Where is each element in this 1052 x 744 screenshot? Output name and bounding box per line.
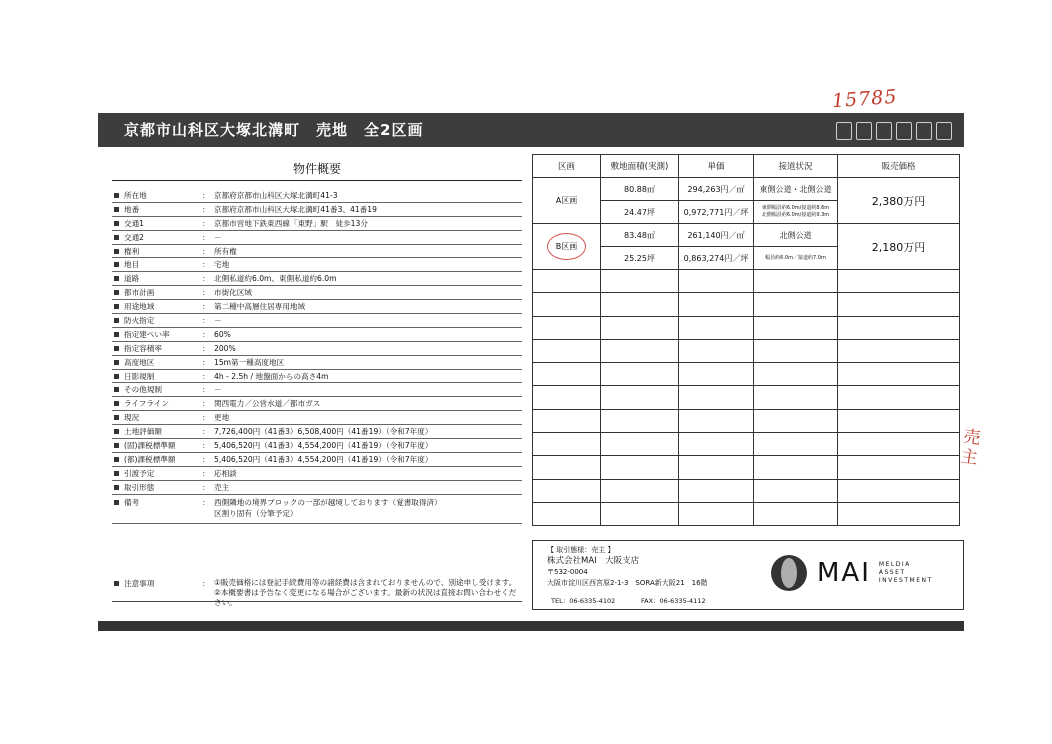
table-cell bbox=[601, 409, 679, 432]
table-cell bbox=[533, 502, 601, 525]
bullet-icon bbox=[114, 262, 119, 267]
table-row bbox=[533, 224, 960, 247]
row-value: 京都市営地下鉄東西線「東野」駅 徒歩13分 bbox=[214, 218, 368, 228]
row-label: (都)課税標準額 bbox=[124, 454, 176, 464]
lot-area: 24.47坪 bbox=[601, 201, 679, 224]
row-value: 応相談 bbox=[214, 468, 237, 478]
table-cell bbox=[679, 293, 754, 316]
agent-box bbox=[532, 540, 964, 610]
title-banner bbox=[98, 113, 964, 147]
bullet-icon bbox=[114, 235, 119, 240]
bullet-icon bbox=[114, 304, 119, 309]
table-cell bbox=[601, 339, 679, 362]
table-cell bbox=[754, 339, 838, 362]
table-cell bbox=[679, 316, 754, 339]
row-label: 用途地域 bbox=[124, 302, 155, 312]
lot-name-text: B区画 bbox=[555, 242, 578, 251]
bottom-bar bbox=[98, 621, 964, 631]
table-row bbox=[533, 409, 960, 432]
row-label: 引渡予定 bbox=[124, 468, 155, 478]
row-label: 地目 bbox=[124, 260, 140, 270]
table-cell bbox=[679, 479, 754, 502]
agent-company: 株式会社MAI 大阪支店 bbox=[547, 556, 640, 566]
bullet-icon bbox=[114, 485, 119, 490]
row-value: 4h - 2.5h / 地盤面からの高さ4m bbox=[214, 371, 329, 381]
building-icon bbox=[836, 122, 852, 140]
note-text: ②本概要書は予告なく変更になる場合がございます。最新の状況は直接お問い合わせください。 bbox=[214, 588, 517, 607]
table-cell bbox=[601, 386, 679, 409]
row-value: 売主 bbox=[214, 482, 230, 492]
table-cell bbox=[533, 316, 601, 339]
overview-row: 取引形態 ： 売主 bbox=[112, 481, 522, 495]
handwritten-number: 15785 bbox=[831, 85, 899, 113]
overview-row: 高度地区 ： 15m第一種高度地区 bbox=[112, 356, 522, 370]
lot-name bbox=[533, 224, 601, 270]
agent-tel: TEL：06-6335-4102 bbox=[551, 597, 616, 605]
overview-row: 引渡予定 ： 応相談 bbox=[112, 467, 522, 481]
overview-row: 交通1 ： 京都市営地下鉄東西線「東野」駅 徒歩13分 bbox=[112, 217, 522, 231]
lot-price: 2,180万円 bbox=[838, 224, 960, 270]
table-cell bbox=[838, 293, 960, 316]
table-cell bbox=[601, 270, 679, 293]
table-cell bbox=[601, 316, 679, 339]
row-label: 現況 bbox=[124, 413, 140, 423]
bullet-icon bbox=[114, 318, 119, 323]
bullet-icon bbox=[114, 415, 119, 420]
table-cell bbox=[838, 316, 960, 339]
lot-road-detail bbox=[754, 247, 838, 270]
logo-text: MAI bbox=[817, 558, 871, 588]
table-header-row bbox=[533, 155, 960, 178]
table-cell bbox=[679, 433, 754, 456]
lot-area: 83.48㎡ bbox=[601, 224, 679, 247]
handwritten-side-note: 売主 bbox=[959, 426, 982, 469]
row-label: 指定建ぺい率 bbox=[124, 329, 170, 339]
remarks-row: 備考 ： 西側隣地の境界ブロックの一部が越境しております（覚書取得済） 区割り固有（分筆予定） bbox=[112, 495, 522, 524]
table-cell bbox=[601, 479, 679, 502]
table-cell bbox=[533, 270, 601, 293]
overview-row: 現況 ： 更地 bbox=[112, 411, 522, 425]
lot-table bbox=[532, 154, 960, 526]
table-row bbox=[533, 270, 960, 293]
table-row bbox=[533, 293, 960, 316]
row-value: 第二種中高層住居専用地域 bbox=[214, 302, 306, 312]
row-label: ライフライン bbox=[124, 399, 169, 409]
overview-row: (固)課税標準額 ： 5,406,520円（41番3）4,554,200円（41番19）（令和7年度） bbox=[112, 439, 522, 453]
logo-subtext-line: INVESTMENT bbox=[878, 577, 933, 584]
overview-row: 所在地 ： 京都府京都市山科区大塚北溝町41-3 bbox=[112, 189, 522, 203]
lot-road: 東側公道・北側公道 bbox=[754, 178, 838, 201]
bullet-icon bbox=[114, 401, 119, 406]
row-label: 高度地区 bbox=[124, 357, 155, 367]
table-cell bbox=[754, 433, 838, 456]
row-label: 所在地 bbox=[124, 190, 147, 200]
table-cell bbox=[533, 433, 601, 456]
row-value: 市街化区域 bbox=[214, 288, 252, 298]
agent-fax: FAX：06-6335-4112 bbox=[641, 597, 706, 605]
table-cell bbox=[533, 386, 601, 409]
row-value: 関西電力／公営水道／都市ガス bbox=[214, 399, 321, 409]
row-label: 土地評価額 bbox=[124, 427, 162, 437]
overview-row: 日影規制 ： 4h - 2.5h / 地盤面からの高さ4m bbox=[112, 370, 522, 384]
table-cell bbox=[601, 363, 679, 386]
table-cell bbox=[754, 409, 838, 432]
house-icon bbox=[856, 122, 872, 140]
bullet-icon bbox=[114, 332, 119, 337]
table-cell bbox=[754, 363, 838, 386]
table-cell bbox=[754, 270, 838, 293]
table-cell bbox=[601, 293, 679, 316]
overview-row: 土地評価額 ： 7,726,400円（41番3）6,508,400円（41番19）（令和7年度） bbox=[112, 425, 522, 439]
page-title: 京都市山科区大塚北溝町 売地 全2区画 bbox=[124, 121, 424, 139]
table-cell bbox=[838, 433, 960, 456]
row-value: 5,406,520円（41番3）4,554,200円（41番19）（令和7年度） bbox=[214, 454, 433, 464]
row-value: 京都府京都市山科区大塚北溝町41番3、41番19 bbox=[214, 204, 377, 214]
notes-section bbox=[112, 578, 522, 608]
row-label: 都市計画 bbox=[124, 288, 155, 298]
row-value: － bbox=[214, 385, 222, 395]
table-row bbox=[533, 339, 960, 362]
row-label: その他規制 bbox=[124, 385, 162, 395]
overview-row: 防火指定 ： － bbox=[112, 314, 522, 328]
lot-unit-price: 0,863,274円／坪 bbox=[679, 247, 754, 270]
row-value: 更地 bbox=[214, 413, 230, 423]
house-icon bbox=[896, 122, 912, 140]
table-cell bbox=[679, 409, 754, 432]
row-value: 60% bbox=[214, 329, 231, 339]
bullet-icon bbox=[114, 387, 119, 392]
bullet-icon bbox=[114, 221, 119, 226]
table-cell bbox=[838, 363, 960, 386]
row-value: 所有権 bbox=[214, 246, 237, 256]
lot-area: 25.25坪 bbox=[601, 247, 679, 270]
row-value: 宅地 bbox=[214, 260, 230, 270]
table-cell bbox=[679, 386, 754, 409]
row-value bbox=[214, 578, 522, 608]
bullet-icon bbox=[114, 500, 119, 505]
table-row bbox=[533, 433, 960, 456]
table-cell bbox=[838, 270, 960, 293]
overview-row: 指定建ぺい率 ： 60% bbox=[112, 328, 522, 342]
lot-road: 北側公道 bbox=[754, 224, 838, 247]
overview-row: 地目 ： 宅地 bbox=[112, 258, 522, 272]
overview-row: 道路 ： 北側私道約6.0m、東側私道約6.0m bbox=[112, 272, 522, 286]
agent-zip: 〒532-0004 bbox=[547, 568, 588, 576]
table-header: 販売価格 bbox=[838, 155, 960, 178]
row-label: 権利 bbox=[124, 246, 140, 256]
bullet-icon bbox=[114, 360, 119, 365]
road-detail-text: 北側幅員約6.0m/接道約9.3m bbox=[761, 212, 830, 218]
notes-row: 注意事項 ： ①販売価格には登記手続費用等の諸経費は含まれておりませんので、別途申し受けます。 ②本概要書は予告なく変更になる場合がございます。最新の状況は直接お問い合わせください。 bbox=[112, 578, 522, 608]
table-row bbox=[533, 502, 960, 525]
table-header: 区画 bbox=[533, 155, 601, 178]
row-value: 京都府京都市山科区大塚北溝町41-3 bbox=[214, 190, 338, 200]
row-label: 備考 bbox=[124, 497, 140, 507]
overview-row: その他規制 ： － bbox=[112, 383, 522, 397]
row-value: 7,726,400円（41番3）6,508,400円（41番19）（令和7年度） bbox=[214, 427, 433, 437]
table-cell bbox=[533, 479, 601, 502]
table-cell bbox=[533, 339, 601, 362]
table-cell bbox=[754, 386, 838, 409]
table-header: 単価 bbox=[679, 155, 754, 178]
table-row bbox=[533, 479, 960, 502]
bullet-icon bbox=[114, 290, 119, 295]
row-label: 日影規制 bbox=[124, 371, 155, 381]
table-cell bbox=[679, 456, 754, 479]
logo-subtext bbox=[879, 561, 933, 585]
table-row bbox=[533, 363, 960, 386]
bullet-icon bbox=[114, 249, 119, 254]
lot-price: 2,380万円 bbox=[838, 178, 960, 224]
overview-row: 権利 ： 所有権 bbox=[112, 245, 522, 259]
house-icon bbox=[876, 122, 892, 140]
agent-info bbox=[547, 545, 708, 589]
property-overview bbox=[112, 157, 522, 524]
row-value: 北側私道約6.0m、東側私道約6.0m bbox=[214, 274, 337, 284]
row-label: 交通1 bbox=[124, 218, 145, 228]
table-cell bbox=[754, 456, 838, 479]
table-cell bbox=[679, 363, 754, 386]
lot-unit-price: 261,140円／㎡ bbox=[679, 224, 754, 247]
bullet-icon bbox=[114, 429, 119, 434]
table-cell bbox=[754, 316, 838, 339]
lot-unit-price: 0,972,771円／坪 bbox=[679, 201, 754, 224]
table-cell bbox=[754, 502, 838, 525]
overview-row: (都)課税標準額 ： 5,406,520円（41番3）4,554,200円（41番19）（令和7年度） bbox=[112, 453, 522, 467]
road-detail-text: 東側幅員約6.0m/接道約8.6m bbox=[761, 205, 830, 211]
table-cell bbox=[601, 502, 679, 525]
row-value bbox=[214, 497, 522, 519]
table-cell bbox=[838, 339, 960, 362]
row-label: (固)課税標準額 bbox=[124, 440, 176, 450]
row-value: － bbox=[214, 232, 222, 242]
overview-title: 物件概要 bbox=[112, 157, 522, 181]
lot-unit-price: 294,263円／㎡ bbox=[679, 178, 754, 201]
table-cell bbox=[838, 409, 960, 432]
table-cell bbox=[754, 479, 838, 502]
table-cell bbox=[679, 502, 754, 525]
table-cell bbox=[838, 502, 960, 525]
handwritten-circle bbox=[547, 233, 587, 260]
banner-icons bbox=[836, 122, 952, 142]
overview-row: 用途地域 ： 第二種中高層住居専用地域 bbox=[112, 300, 522, 314]
bullet-icon bbox=[114, 346, 119, 351]
row-label: 注意事項 bbox=[124, 579, 155, 588]
table-cell bbox=[838, 386, 960, 409]
row-label: 道路 bbox=[124, 274, 140, 284]
overview-row: ライフライン ： 関西電力／公営水道／都市ガス bbox=[112, 397, 522, 411]
table-cell bbox=[533, 293, 601, 316]
bullet-icon bbox=[114, 276, 119, 281]
remarks-text: 区割り固有（分筆予定） bbox=[214, 508, 298, 518]
overview-rows bbox=[112, 189, 522, 495]
table-cell bbox=[601, 433, 679, 456]
table-header: 敷地面積(実測) bbox=[601, 155, 679, 178]
bullet-icon bbox=[114, 581, 119, 586]
road-detail-text: 幅員約6.0m／接道約7.0m bbox=[765, 254, 826, 261]
agent-address: 大阪市淀川区西宮原2-1-3 SORA新大阪21 16階 bbox=[547, 579, 708, 587]
row-value: 15m第一種高度地区 bbox=[214, 357, 285, 367]
lot-road-detail bbox=[754, 201, 838, 224]
logo-subtext-line: MELDIA bbox=[878, 561, 911, 568]
agent-heading: 【 取引態様：売主 】 bbox=[547, 546, 615, 554]
row-value: － bbox=[214, 315, 222, 325]
row-label: 取引形態 bbox=[124, 482, 155, 492]
bullet-icon bbox=[114, 457, 119, 462]
overview-row: 指定容積率 ： 200% bbox=[112, 342, 522, 356]
row-value: 5,406,520円（41番3）4,554,200円（41番19）（令和7年度） bbox=[214, 440, 433, 450]
table-cell bbox=[601, 456, 679, 479]
lot-name: A区画 bbox=[533, 178, 601, 224]
divider bbox=[112, 601, 522, 602]
note-text: ①販売価格には登記手続費用等の諸経費は含まれておりませんので、別途申し受けます。 bbox=[214, 578, 517, 587]
table-cell bbox=[838, 456, 960, 479]
company-logo bbox=[771, 555, 933, 591]
lot-area: 80.88㎡ bbox=[601, 178, 679, 201]
row-label: 地番 bbox=[124, 204, 140, 214]
bullet-icon bbox=[114, 374, 119, 379]
overview-row: 地番 ： 京都府京都市山科区大塚北溝町41番3、41番19 bbox=[112, 203, 522, 217]
overview-row: 交通2 ： － bbox=[112, 231, 522, 245]
table-cell bbox=[838, 479, 960, 502]
row-label: 交通2 bbox=[124, 232, 145, 242]
overview-row: 都市計画 ： 市街化区域 bbox=[112, 286, 522, 300]
table-row bbox=[533, 456, 960, 479]
table-cell bbox=[533, 409, 601, 432]
bullet-icon bbox=[114, 193, 119, 198]
table-cell bbox=[679, 270, 754, 293]
row-label: 指定容積率 bbox=[124, 343, 162, 353]
logo-mark-icon bbox=[771, 555, 807, 591]
table-header: 接道状況 bbox=[754, 155, 838, 178]
table-row bbox=[533, 178, 960, 201]
table-row bbox=[533, 316, 960, 339]
remarks-text: 西側隣地の境界ブロックの一部が越境しております（覚書取得済） bbox=[214, 497, 442, 507]
table-cell bbox=[679, 339, 754, 362]
table-row bbox=[533, 386, 960, 409]
table-cell bbox=[754, 293, 838, 316]
building-icon bbox=[936, 122, 952, 140]
house-icon bbox=[916, 122, 932, 140]
row-value: 200% bbox=[214, 343, 236, 353]
bullet-icon bbox=[114, 207, 119, 212]
table-cell bbox=[533, 456, 601, 479]
table-cell bbox=[533, 363, 601, 386]
bullet-icon bbox=[114, 443, 119, 448]
logo-subtext-line: ASSET bbox=[878, 569, 906, 576]
row-label: 防火指定 bbox=[124, 315, 155, 325]
bullet-icon bbox=[114, 471, 119, 476]
